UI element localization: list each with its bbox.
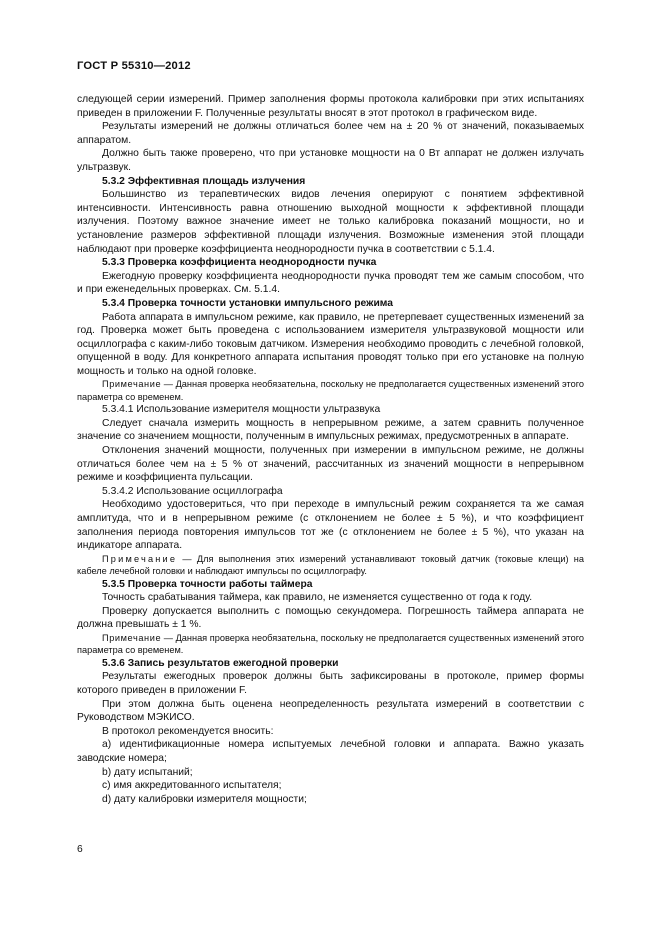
paragraph: Следует сначала измерить мощность в непрерывном режиме, а затем сравнить полученное значение со значением мощности, полученным в импульсных режимах, предусмотренных в аппарате. — [77, 417, 584, 443]
paragraph: Отклонения значений мощности, полученных при измерении в импульсном режиме, не должны отличаться более чем на ± 5 % от значений, рассчитанных из значений мощности в непрерывном режиме и коэффициента пульсации. — [77, 445, 584, 484]
subsection-heading: 5.3.4.1 Использование измерителя мощности ультразвука — [102, 404, 381, 416]
paragraph: следующей серии измерений. Пример заполнения формы протокола калибровки при этих испытаниях приведен в приложении F. Полученные результаты вносят в этот протокол в графическом виде. — [77, 94, 584, 119]
note-label: Примечание — [102, 553, 178, 564]
paragraph: Ежегодную проверку коэффициента неоднородности пучка проводят тем же самым способом, что и при еженедельных проверках. См. 5.1.4. — [77, 270, 584, 296]
note-label: Примечание — [102, 379, 162, 390]
paragraph: При этом должна быть оценена неопределенность результата измерений в соответствии с Руководством МЭКИСО. — [77, 698, 584, 724]
section-heading: 5.3.5 Проверка точности работы таймера — [102, 578, 313, 590]
paragraph: Необходимо удостовериться, что при переходе в импульсный режим сохраняется та же самая амплитуда, что и в непрерывном режиме (с отклонением не более ± 5 %), и что коэффициент заполнения периода повторения импульсов тот же (с отклонением не более ± 5 %), что указан на индикаторе аппарата. — [77, 499, 584, 552]
note — [77, 378, 584, 403]
list-item: а) идентификационные номера испытуемых лечебной головки и аппарата. Важно указать заводские номера; — [77, 739, 584, 764]
section-heading: 5.3.2 Эффективная площадь излучения — [102, 175, 306, 187]
list-item: с) имя аккредитованного испытателя; — [102, 780, 282, 792]
page-number: 6 — [77, 844, 83, 855]
note-label: Примечание — [102, 633, 162, 643]
section-heading: 5.3.4 Проверка точности установки импульсного режима — [102, 297, 393, 309]
note — [77, 632, 584, 657]
paragraph: Результаты ежегодных проверок должны быть зафиксированы в протоколе, пример формы которого приведен в приложении F. — [77, 671, 584, 696]
note — [77, 553, 584, 578]
section-heading: 5.3.3 Проверка коэффициента неоднородности пучка — [102, 257, 377, 269]
note-text: — Данная проверка необязательна, поскольку не предполагается существенных изменений этого параметра со временем. — [77, 379, 584, 402]
note-text: — Для выполнения этих измерений устанавливают токовый датчик (токовые клещи) на кабеле лечебной головки и наблюдают импульсы по осциллографу. — [77, 553, 584, 577]
document-header: ГОСТ Р 55310—2012 — [77, 60, 191, 72]
section-heading: 5.3.6 Запись результатов ежегодной проверки — [102, 657, 339, 669]
paragraph: Проверку допускается выполнить с помощью секундомера. Погрешность таймера аппарата не должна превышать ± 1 %. — [77, 605, 584, 631]
document-body — [77, 93, 584, 806]
paragraph: Работа аппарата в импульсном режиме, как правило, не претерпевает существенных изменений за год. Проверка может быть проведена с использованием измерителя ультразвуковой мощности или осциллографа с каким-либо токовым датчиком. Измерения необходимо проводить с лечебной головкой, опущенной в воду. Для конкретного аппарата испытания проводят только при его установке на полную мощность и только на одной головке. — [77, 311, 584, 377]
paragraph: Большинство из терапевтических видов лечения оперируют с понятием эффективной интенсивности. Интенсивность равна отношению выходной мощности к эффективной площади излучения. Поэтому важное значение имеет не только калибровка показаний мощности, но и установление размеров эффективной площади излучения. Возможные изменения этой площади наблюдают при проверке коэффициента неоднородности пучка в соответствии с 5.1.4. — [77, 189, 584, 255]
subsection-heading: 5.3.4.2 Использование осциллографа — [102, 485, 283, 497]
paragraph: Результаты измерений не должны отличаться более чем на ± 20 % от значений, показываемых аппаратом. — [77, 121, 584, 146]
note-text: — Данная проверка необязательна, поскольку не предполагается существенных изменений этого параметра со временем. — [77, 633, 584, 656]
paragraph: Должно быть также проверено, что при установке мощности на 0 Вт аппарат не должен излучать ультразвук. — [77, 148, 584, 173]
paragraph: Точность срабатывания таймера, как правило, не изменяется существенно от года к году. — [102, 592, 533, 604]
paragraph: В протокол рекомендуется вносить: — [102, 725, 274, 737]
list-item: b) дату испытаний; — [102, 766, 193, 778]
list-item: d) дату калибровки измерителя мощности; — [102, 793, 307, 805]
